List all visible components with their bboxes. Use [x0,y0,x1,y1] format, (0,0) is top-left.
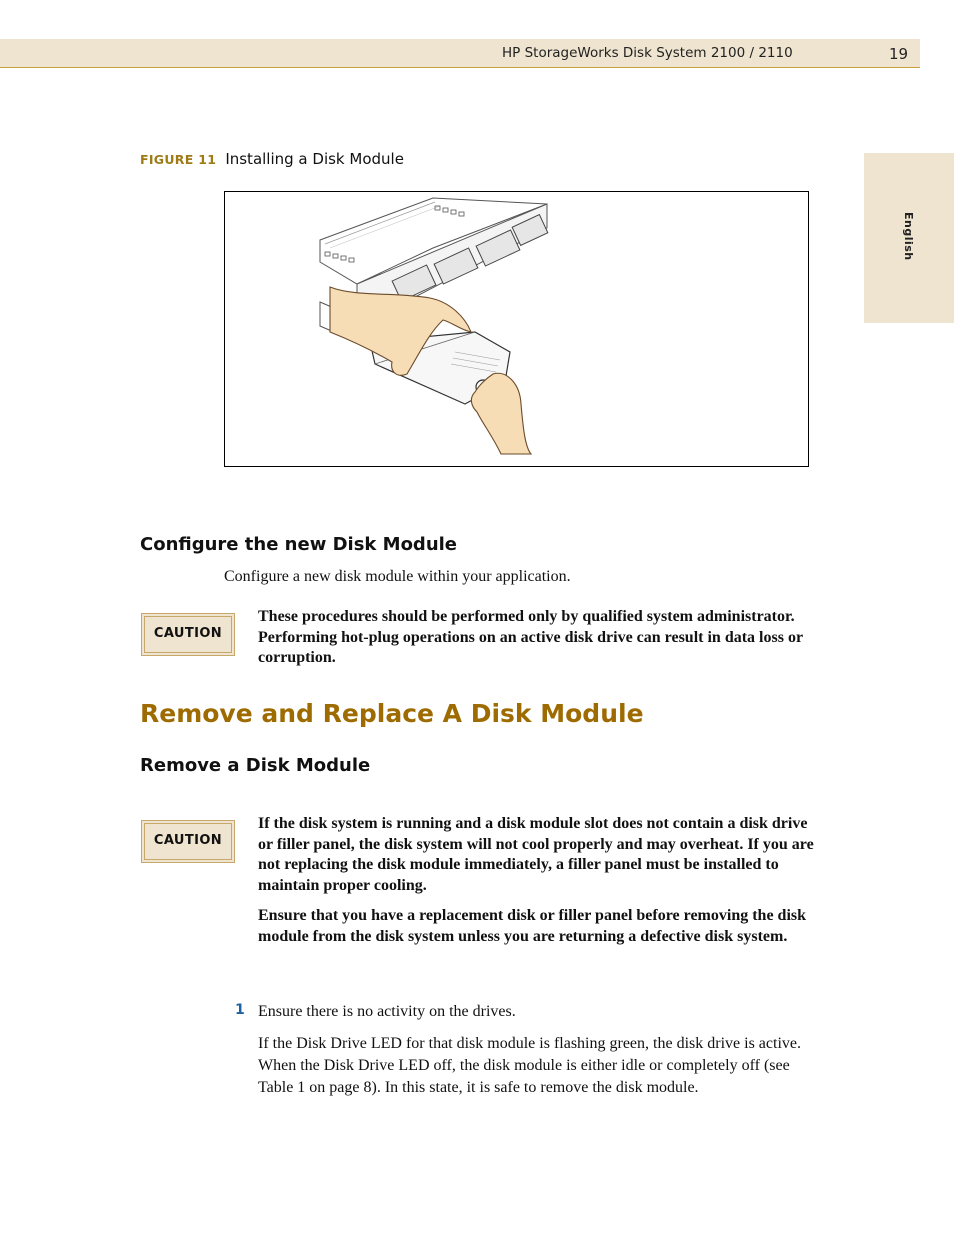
step-number: 1 [235,1002,245,1018]
language-tab-label: English [902,212,915,261]
figure-title: Installing a Disk Module [225,150,404,168]
caution-badge [141,820,235,863]
step-text: Ensure there is no activity on the drives. [258,1003,516,1020]
running-header-title: HP StorageWorks Disk System 2100 / 2110 [502,45,793,61]
section-heading-configure: Configure the new Disk Module [140,534,458,555]
disk-module-installation-illustration [225,192,810,468]
page-number: 19 [889,45,909,63]
step-detail-text: If the Disk Drive LED for that disk module is flashing green, the disk drive is active. When the Disk Drive LED off, the disk module is either idle or completely off (see Table 1 on page 8). In this state, it is safe to remove the disk module. [258,1035,801,1096]
configure-body-text: Configure a new disk module within your application. [224,568,571,585]
figure-number: FIGURE 11 [140,152,217,167]
figure-caption [140,149,404,168]
caution-text: Ensure that you have a replacement disk or filler panel before removing the disk module from the disk system unless you are returning a defective disk system. [258,907,807,945]
figure-frame [224,191,809,467]
hand-bottom [471,373,531,454]
caution-text: These procedures should be performed only by qualified system administrator. Performing hot-plug operations on an active disk drive can result in data loss or corruption. [258,608,803,666]
caution-label: CAUTION [153,626,223,641]
caution-badge [141,613,235,656]
section-heading-remove: Remove a Disk Module [140,755,371,776]
caution-label: CAUTION [153,833,223,848]
section-heading-remove-replace: Remove and Replace A Disk Module [140,699,644,728]
caution-text: If the disk system is running and a disk module slot does not contain a disk drive or filler panel, the disk system will not cool properly and may overheat. If you are not replacing the disk module immediately, a filler panel must be installed to maintain proper cooling. [258,815,814,894]
